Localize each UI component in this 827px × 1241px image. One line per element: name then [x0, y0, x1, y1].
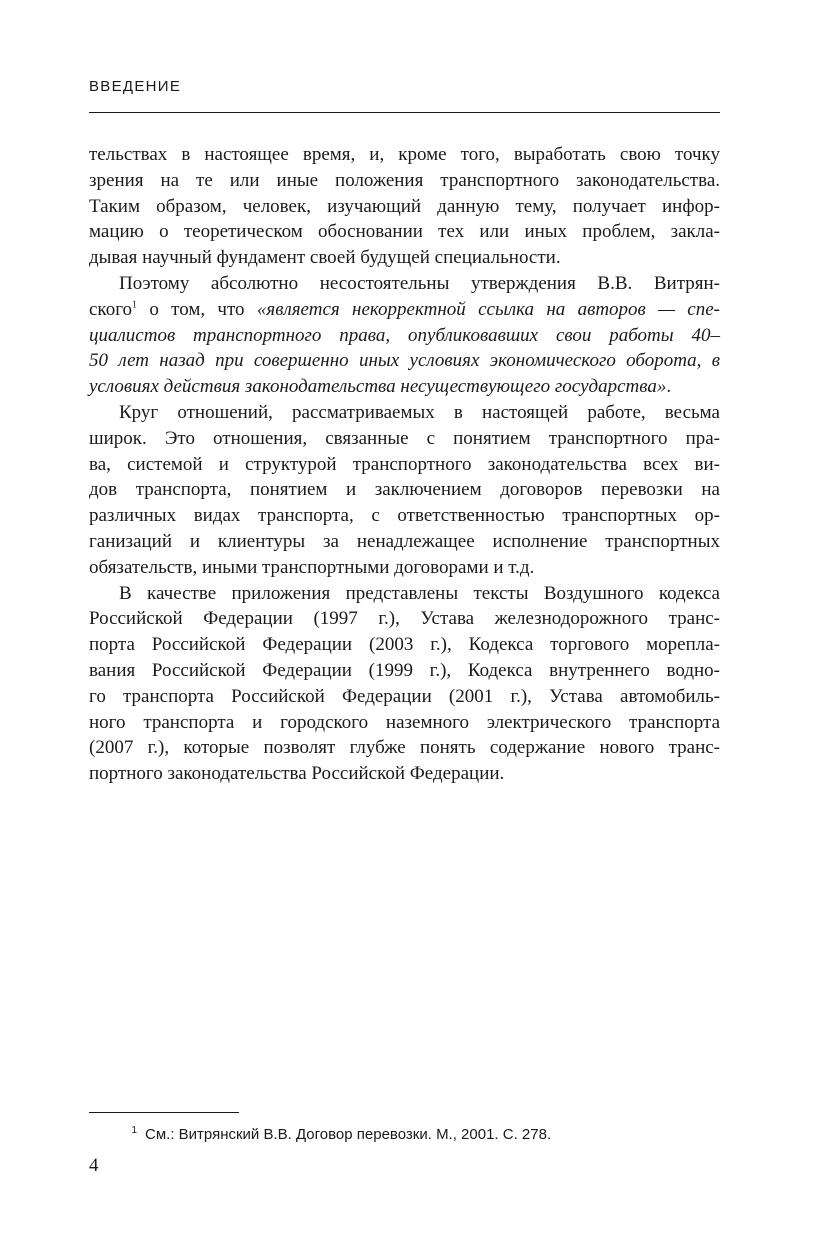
text-line: ганизаций и клиентуры за ненадлежащее исполнение транспортных — [89, 530, 720, 552]
footnote — [89, 1125, 551, 1143]
paragraph-2 — [89, 271, 720, 400]
page-number: 4 — [89, 1155, 99, 1176]
text-line: го транспорта Российской Федерации (2001 г.), Устава автомобиль- — [89, 685, 720, 707]
running-header: ВВЕДЕНИЕ — [89, 78, 182, 95]
quote-line: 50 лет назад при совершенно иных условиях экономического оборота, в — [89, 350, 720, 372]
text-line: дывая научный фундамент своей будущей специальности. — [89, 247, 561, 269]
text-line: Поэтому абсолютно несостоятельны утверждения В.В. Витрян- — [119, 272, 720, 294]
text-segment: о том, что — [137, 298, 257, 320]
footnote-mark: 1 — [131, 1125, 137, 1136]
text-line: В качестве приложения представлены тексты Воздушного кодекса — [119, 582, 720, 604]
text-line: Таким образом, человек, изучающий данную тему, получает инфор- — [89, 195, 720, 217]
text-segment: . — [666, 376, 672, 398]
text-line: Круг отношений, рассматриваемых в настоящей работе, весьма — [119, 401, 720, 423]
text-line: (2007 г.), которые позволят глубже понять содержание нового транс- — [89, 737, 720, 759]
footnote-reference: 1 — [132, 299, 138, 311]
footnote-text: См.: Витрянский В.В. Договор перевозки. М., 2001. С. 278. — [145, 1126, 552, 1143]
header-divider — [89, 112, 720, 113]
text-line: зрения на те или иные положения транспортного законодательства. — [89, 169, 720, 191]
text-line: вания Российской Федерации (1999 г.), Кодекса внутреннего водно- — [89, 659, 720, 681]
paragraph-4 — [89, 581, 720, 787]
paragraph-1 — [89, 142, 720, 271]
text-line: ного транспорта и городского наземного электрического транспорта — [89, 711, 720, 733]
text-line: различных видах транспорта, с ответственностью транспортных ор- — [89, 505, 720, 527]
quote-segment: «является некорректной ссылка на авторов — спе- — [256, 298, 720, 320]
footnote-divider — [89, 1112, 239, 1113]
quote-line: циалистов транспортного права, опубликовавших свои работы 40– — [89, 324, 720, 346]
text-line: мацию о теоретическом обосновании тех или иных проблем, закла- — [89, 221, 720, 243]
text-line: дов транспорта, понятием и заключением договоров перевозки на — [89, 479, 720, 501]
text-line: ва, системой и структурой транспортного законодательства всех ви- — [89, 453, 720, 475]
main-text — [89, 142, 720, 787]
text-segment: ского — [89, 298, 133, 320]
text-line: широк. Это отношения, связанные с понятием транспортного пра- — [89, 427, 720, 449]
quote-segment: условиях действия законодательства несуществующего государства» — [89, 376, 667, 398]
text-line — [89, 297, 720, 323]
text-line: портного законодательства Российской Федерации. — [89, 763, 505, 785]
text-line — [89, 374, 720, 400]
text-line: обязательств, иными транспортными договорами и т.д. — [89, 556, 535, 578]
paragraph-3 — [89, 400, 720, 581]
text-line: Российской Федерации (1997 г.), Устава железнодорожного транс- — [89, 608, 720, 630]
text-line: тельствах в настоящее время, и, кроме того, выработать свою точку — [89, 144, 720, 165]
text-line: порта Российской Федерации (2003 г.), Кодекса торгового морепла- — [89, 634, 720, 656]
